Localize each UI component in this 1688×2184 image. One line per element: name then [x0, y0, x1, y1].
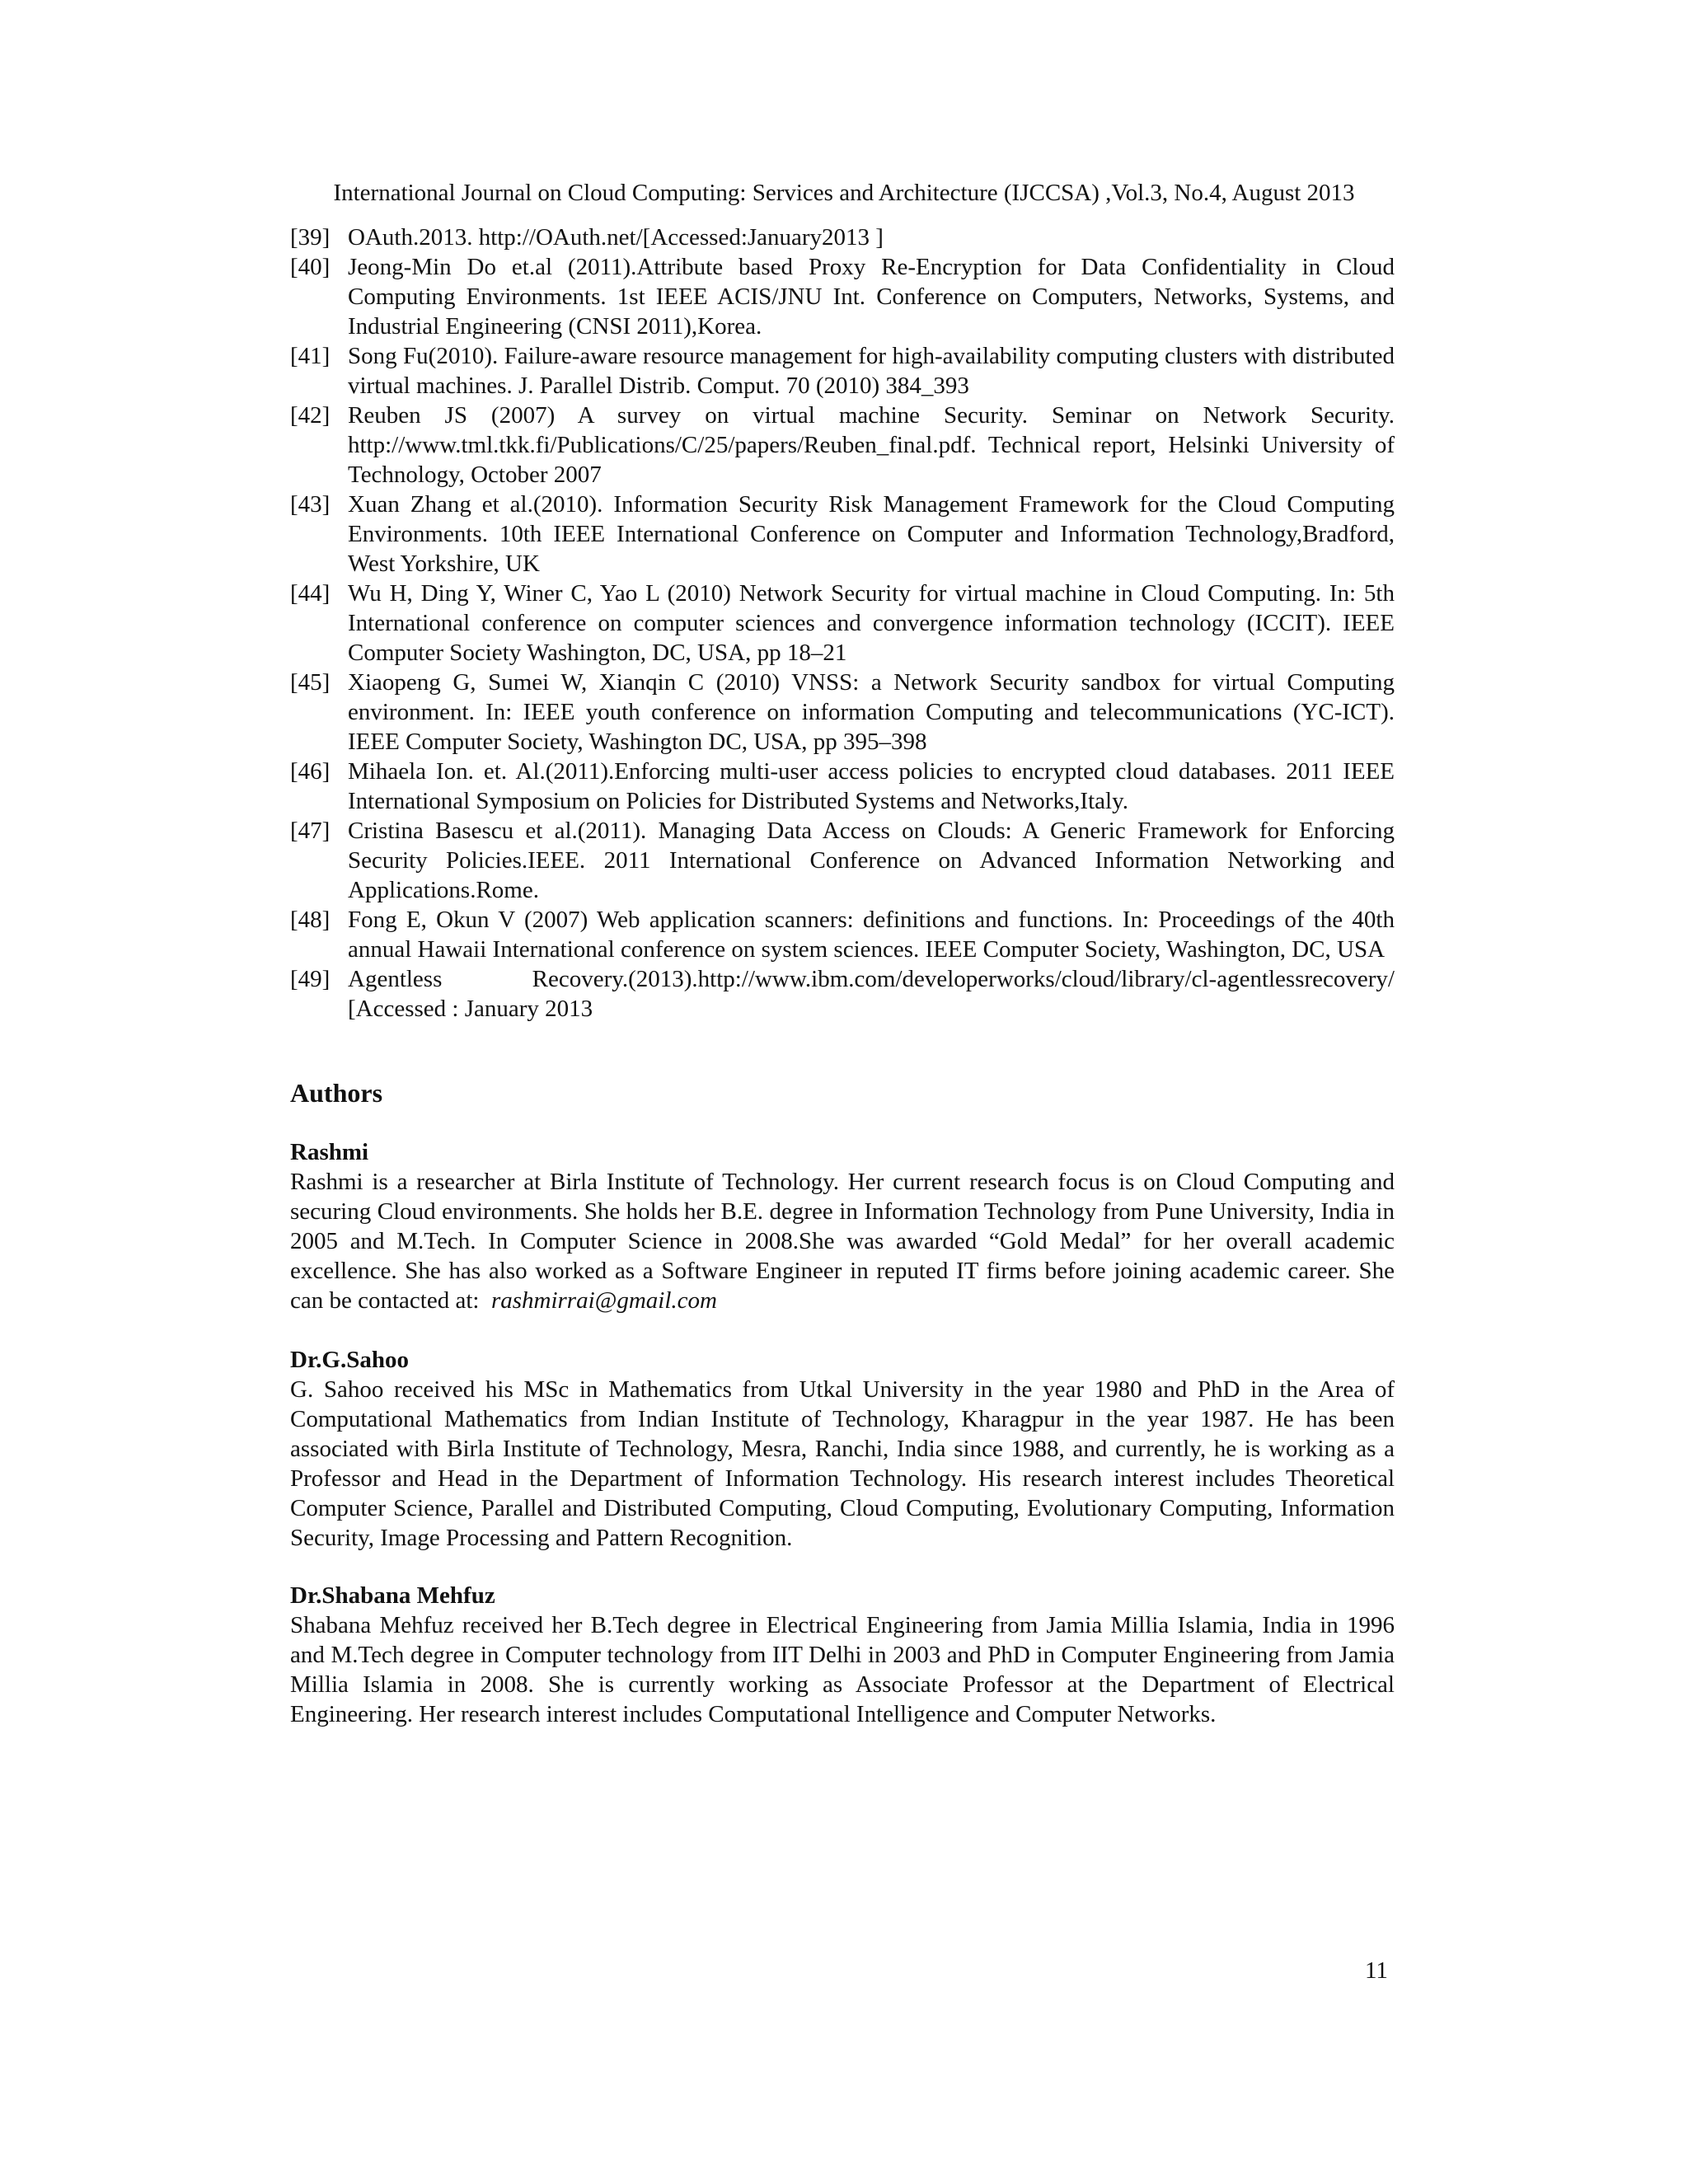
author-bio: [290, 1167, 1395, 1315]
reference-text: OAuth.2013. http://OAuth.net/[Accessed:January2013 ]: [348, 224, 884, 251]
author-email: rashmirrai@gmail.com: [490, 1287, 717, 1314]
reference-number: [42]: [290, 402, 331, 429]
reference-item: [290, 757, 1395, 816]
reference-text: Xiaopeng G, Sumei W, Xianqin C (2010) VNSS: a Network Security sandbox for virtual Computing environment. In: IEEE youth conference on information Computing and telecommunications (YC-ICT). IEEE Computer Society, Washington DC, USA, pp 395–398: [348, 669, 1395, 755]
reference-text: Wu H, Ding Y, Winer C, Yao L (2010) Network Security for virtual machine in Cloud Computing. In: 5th International conference on computer sciences and convergence information technology (ICCIT). IEEE Computer Society Washington, DC, USA, pp 18–21: [348, 580, 1395, 666]
reference-item: [290, 490, 1395, 579]
reference-item: [290, 905, 1395, 964]
reference-number: [47]: [290, 818, 331, 844]
reference-text: Reuben JS (2007) A survey on virtual machine Security. Seminar on Network Security. http://www.tml.tkk.fi/Publications/C/25/papers/Reuben_final.pdf. Technical report, Helsinki University of Technology, October 2007: [348, 402, 1395, 488]
author-name: Dr.G.Sahoo: [290, 1347, 409, 1373]
reference-text: Cristina Basescu et al.(2011). Managing Data Access on Clouds: A Generic Framework for Enforcing Security Policies.IEEE. 2011 International Conference on Advanced Information Networking and Applications.Rome.: [348, 818, 1395, 903]
reference-item: [290, 964, 1395, 1024]
author-block-rashmi: [290, 1137, 1395, 1315]
author-block-mehfuz: [290, 1581, 1395, 1729]
reference-number: [43]: [290, 491, 331, 518]
author-name: Rashmi: [290, 1139, 369, 1165]
reference-item: [290, 223, 1395, 252]
reference-number: [45]: [290, 669, 331, 696]
author-bio-text: Rashmi is a researcher at Birla Institute of Technology. Her current research focus is on Cloud Computing and securing Cloud environments. She holds her B.E. degree in Information Technology from Pune University, India in 2005 and M.Tech. In Computer Science in 2008.She was awarded “Gold Medal” for her overall academic excellence. She has also worked as a Software Engineer in reputed IT firms before joining academic career. She can be contacted at:: [290, 1169, 1395, 1314]
author-block-sahoo: [290, 1345, 1395, 1553]
reference-number: [40]: [290, 254, 331, 280]
reference-number: [48]: [290, 907, 331, 933]
reference-item: [290, 252, 1395, 341]
reference-list: [290, 223, 1395, 1024]
reference-text: Agentless Recovery.(2013).http://www.ibm.com/developerworks/cloud/library/cl-agentlessrecovery/ [Accessed : January 2013: [348, 966, 1395, 1022]
reference-text: Mihaela Ion. et. Al.(2011).Enforcing multi-user access policies to encrypted cloud databases. 2011 IEEE International Symposium on Policies for Distributed Systems and Networks,Italy.: [348, 758, 1395, 814]
reference-number: [49]: [290, 966, 331, 992]
reference-item: [290, 401, 1395, 490]
author-name: Dr.Shabana Mehfuz: [290, 1582, 495, 1609]
author-bio: Shabana Mehfuz received her B.Tech degree in Electrical Engineering from Jamia Millia Islamia, India in 1996 and M.Tech degree in Computer technology from IIT Delhi in 2003 and PhD in Computer Engineering from Jamia Millia Islamia in 2008. She is currently working as Associate Professor at the Department of Electrical Engineering. Her research interest includes Computational Intelligence and Computer Networks.: [290, 1612, 1395, 1727]
reference-number: [39]: [290, 224, 331, 251]
author-bio: G. Sahoo received his MSc in Mathematics from Utkal University in the year 1980 and PhD in the Area of Computational Mathematics from Indian Institute of Technology, Kharagpur in the year 1987. He has been associated with Birla Institute of Technology, Mesra, Ranchi, India since 1988, and currently, he is working as a Professor and Head in the Department of Information Technology. His research interest includes Theoretical Computer Science, Parallel and Distributed Computing, Cloud Computing, Evolutionary Computing, Information Security, Image Processing and Pattern Recognition.: [290, 1376, 1395, 1551]
reference-item: [290, 341, 1395, 401]
running-head: International Journal on Cloud Computing: Services and Architecture (IJCCSA) ,Vol.3, No.4, August 2013: [333, 180, 1355, 206]
reference-text: Song Fu(2010). Failure-aware resource management for high-availability computing clusters with distributed virtual machines. J. Parallel Distrib. Comput. 70 (2010) 384_393: [348, 343, 1395, 399]
reference-text: Xuan Zhang et al.(2010). Information Security Risk Management Framework for the Cloud Computing Environments. 10th IEEE International Conference on Computer and Information Technology,Bradford, West Yorkshire, UK: [348, 491, 1395, 577]
reference-text: Fong E, Okun V (2007) Web application scanners: definitions and functions. In: Proceedings of the 40th annual Hawaii International conference on system sciences. IEEE Computer Society, Washington, DC, USA: [348, 907, 1395, 963]
page-number: 11: [1365, 1957, 1388, 1984]
reference-text: Jeong-Min Do et.al (2011).Attribute based Proxy Re-Encryption for Data Confidentiality in Cloud Computing Environments. 1st IEEE ACIS/JNU Int. Conference on Computers, Networks, Systems, and Industrial Engineering (CNSI 2011),Korea.: [348, 254, 1395, 340]
authors-heading: Authors: [290, 1078, 383, 1108]
reference-item: [290, 579, 1395, 668]
reference-number: [46]: [290, 758, 331, 785]
reference-number: [41]: [290, 343, 331, 369]
reference-item: [290, 668, 1395, 757]
reference-item: [290, 816, 1395, 905]
reference-number: [44]: [290, 580, 331, 607]
